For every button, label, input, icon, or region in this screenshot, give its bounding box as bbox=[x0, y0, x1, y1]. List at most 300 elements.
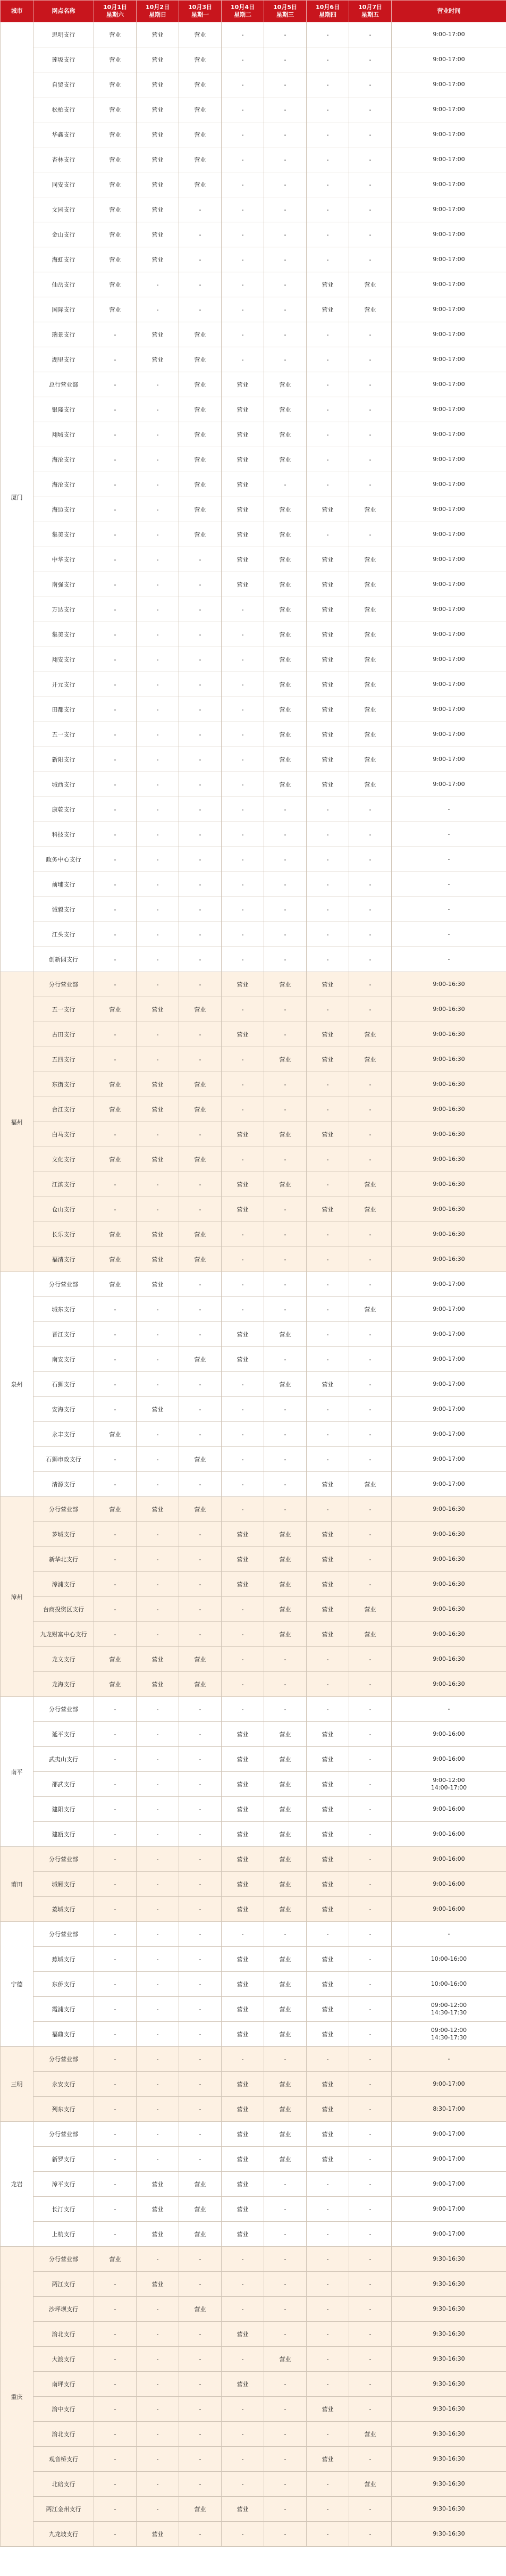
table-row bbox=[1, 47, 506, 72]
oct-2-status: - bbox=[137, 1197, 179, 1222]
business-hours: 9:00-17:00 bbox=[392, 2072, 506, 2097]
oct-7-status: - bbox=[349, 972, 392, 997]
header-oct-4: 10月4日 星期二 bbox=[222, 1, 264, 22]
oct-3-status: 营业 bbox=[179, 372, 222, 397]
oct-4-status: - bbox=[222, 2472, 264, 2497]
oct-6-status: 营业 bbox=[307, 1472, 349, 1497]
oct-6-status: 营业 bbox=[307, 1997, 349, 2022]
oct-5-status: 营业 bbox=[264, 747, 307, 772]
table-row bbox=[1, 747, 506, 772]
oct-1-status: - bbox=[94, 1897, 137, 1922]
oct-6-status: 营业 bbox=[307, 1947, 349, 1972]
table-row bbox=[1, 2372, 506, 2397]
oct-2-status: 营业 bbox=[137, 47, 179, 72]
oct-3-status: - bbox=[179, 2347, 222, 2372]
oct-5-status: 营业 bbox=[264, 2097, 307, 2122]
business-hours: 9:00-17:00 bbox=[392, 422, 506, 447]
oct-3-status: - bbox=[179, 2122, 222, 2147]
oct-1-status: - bbox=[94, 947, 137, 972]
oct-6-status: - bbox=[307, 2222, 349, 2247]
oct-5-status: - bbox=[264, 2197, 307, 2222]
oct-5-status: - bbox=[264, 1197, 307, 1222]
oct-5-status: - bbox=[264, 347, 307, 372]
oct-4-status: 营业 bbox=[222, 2122, 264, 2147]
oct-6-status: - bbox=[307, 1397, 349, 1422]
branch-name: 文园支行 bbox=[33, 197, 94, 222]
oct-2-status: 营业 bbox=[137, 197, 179, 222]
oct-4-status: 营业 bbox=[222, 1897, 264, 1922]
oct-4-status: 营业 bbox=[222, 522, 264, 547]
oct-7-status: - bbox=[349, 1347, 392, 1372]
oct-4-status: - bbox=[222, 2047, 264, 2072]
oct-2-status: - bbox=[137, 1422, 179, 1447]
table-row bbox=[1, 1222, 506, 1247]
table-row bbox=[1, 22, 506, 47]
oct-5-status: 营业 bbox=[264, 672, 307, 697]
table-row bbox=[1, 2322, 506, 2347]
table-row bbox=[1, 1522, 506, 1547]
table-row bbox=[1, 322, 506, 347]
oct-6-status: 营业 bbox=[307, 597, 349, 622]
oct-4-status: - bbox=[222, 1372, 264, 1397]
oct-4-status: 营业 bbox=[222, 1347, 264, 1372]
business-hours: 09:00-12:00 14:30-17:30 bbox=[392, 1997, 506, 2022]
branch-name: 海沧支行 bbox=[33, 447, 94, 472]
business-hours: 9:30-16:30 bbox=[392, 2247, 506, 2272]
business-hours: 9:00-16:30 bbox=[392, 1572, 506, 1597]
oct-4-status: 营业 bbox=[222, 1122, 264, 1147]
oct-1-status: - bbox=[94, 1572, 137, 1597]
oct-3-status: - bbox=[179, 1822, 222, 1847]
oct-7-status: 营业 bbox=[349, 1597, 392, 1622]
branch-name: 银隆支行 bbox=[33, 397, 94, 422]
table-row bbox=[1, 797, 506, 822]
branch-name: 安海支行 bbox=[33, 1397, 94, 1422]
oct-4-status: - bbox=[222, 1447, 264, 1472]
oct-5-status: - bbox=[264, 2397, 307, 2422]
business-hours: 9:30-16:30 bbox=[392, 2522, 506, 2547]
oct-4-status: 营业 bbox=[222, 1722, 264, 1747]
oct-7-status: 营业 bbox=[349, 1622, 392, 1647]
oct-1-status: - bbox=[94, 722, 137, 747]
oct-6-status: - bbox=[307, 1422, 349, 1447]
oct-5-status: - bbox=[264, 1397, 307, 1422]
oct-1-status: - bbox=[94, 422, 137, 447]
oct-5-status: 营业 bbox=[264, 1747, 307, 1772]
oct-2-status: - bbox=[137, 1372, 179, 1397]
branch-name: 上杭支行 bbox=[33, 2222, 94, 2247]
oct-3-status: 营业 bbox=[179, 472, 222, 497]
oct-2-status: - bbox=[137, 847, 179, 872]
oct-1-status: - bbox=[94, 747, 137, 772]
oct-4-status: 营业 bbox=[222, 2497, 264, 2522]
branch-name: 龙海支行 bbox=[33, 1672, 94, 1697]
oct-6-status: - bbox=[307, 1322, 349, 1347]
oct-4-status: - bbox=[222, 872, 264, 897]
branch-name: 金山支行 bbox=[33, 222, 94, 247]
table-row bbox=[1, 147, 506, 172]
table-row bbox=[1, 272, 506, 297]
oct-5-status: 营业 bbox=[264, 1372, 307, 1397]
oct-1-status: - bbox=[94, 2172, 137, 2197]
oct-3-status: 营业 bbox=[179, 1497, 222, 1522]
oct-7-status: 营业 bbox=[349, 722, 392, 747]
oct-2-status: 营业 bbox=[137, 1647, 179, 1672]
branch-name: 福清支行 bbox=[33, 1247, 94, 1272]
branch-name: 分行营业部 bbox=[33, 1272, 94, 1297]
oct-7-status: 营业 bbox=[349, 1047, 392, 1072]
oct-1-status: - bbox=[94, 1597, 137, 1622]
oct-4-status: - bbox=[222, 997, 264, 1022]
oct-1-status: - bbox=[94, 597, 137, 622]
table-row bbox=[1, 847, 506, 872]
oct-3-status: - bbox=[179, 2397, 222, 2422]
oct-6-status: - bbox=[307, 1922, 349, 1947]
branch-name: 南坪支行 bbox=[33, 2372, 94, 2397]
oct-7-status: - bbox=[349, 372, 392, 397]
oct-3-status: - bbox=[179, 247, 222, 272]
table-row bbox=[1, 1622, 506, 1647]
oct-6-status: - bbox=[307, 872, 349, 897]
branch-name: 邵武支行 bbox=[33, 1772, 94, 1797]
business-hours: 9:00-17:00 bbox=[392, 447, 506, 472]
oct-1-status: - bbox=[94, 2472, 137, 2497]
oct-7-status: - bbox=[349, 522, 392, 547]
oct-7-status: - bbox=[349, 1072, 392, 1097]
branch-name: 长汀支行 bbox=[33, 2197, 94, 2222]
oct-6-status: - bbox=[307, 2272, 349, 2297]
oct-5-status: - bbox=[264, 997, 307, 1022]
business-hours: 9:00-17:00 bbox=[392, 2147, 506, 2172]
oct-3-status: 营业 bbox=[179, 1672, 222, 1697]
branch-name: 新华北支行 bbox=[33, 1547, 94, 1572]
oct-7-status: - bbox=[349, 1272, 392, 1297]
oct-4-status: - bbox=[222, 1672, 264, 1697]
business-hours: 9:00-17:00 bbox=[392, 22, 506, 47]
oct-5-status: 营业 bbox=[264, 397, 307, 422]
table-row bbox=[1, 972, 506, 997]
table-row bbox=[1, 897, 506, 922]
oct-3-status: 营业 bbox=[179, 2222, 222, 2247]
table-row bbox=[1, 1247, 506, 1272]
oct-3-status: 营业 bbox=[179, 1072, 222, 1097]
table-row bbox=[1, 1397, 506, 1422]
oct-5-status: 营业 bbox=[264, 2122, 307, 2147]
oct-3-status: 营业 bbox=[179, 1647, 222, 1672]
oct-7-status: 营业 bbox=[349, 1022, 392, 1047]
branch-name: 永丰支行 bbox=[33, 1422, 94, 1447]
branch-name: 长乐支行 bbox=[33, 1222, 94, 1247]
oct-7-status: - bbox=[349, 1947, 392, 1972]
oct-7-status: - bbox=[349, 22, 392, 47]
oct-7-status: - bbox=[349, 2372, 392, 2397]
oct-1-status: 营业 bbox=[94, 1147, 137, 1172]
oct-6-status: - bbox=[307, 947, 349, 972]
oct-3-status: - bbox=[179, 572, 222, 597]
oct-5-status: 营业 bbox=[264, 722, 307, 747]
oct-3-status: - bbox=[179, 1697, 222, 1722]
table-row bbox=[1, 1922, 506, 1947]
oct-6-status: - bbox=[307, 397, 349, 422]
oct-3-status: - bbox=[179, 972, 222, 997]
oct-2-status: - bbox=[137, 1572, 179, 1597]
oct-6-status: - bbox=[307, 2372, 349, 2397]
oct-3-status: - bbox=[179, 1847, 222, 1872]
business-hours: 9:00-17:00 bbox=[392, 1297, 506, 1322]
oct-2-status: - bbox=[137, 922, 179, 947]
oct-2-status: - bbox=[137, 472, 179, 497]
oct-6-status: - bbox=[307, 347, 349, 372]
oct-1-status: - bbox=[94, 372, 137, 397]
oct-7-status: - bbox=[349, 2322, 392, 2347]
oct-5-status: 营业 bbox=[264, 1322, 307, 1347]
table-row bbox=[1, 2472, 506, 2497]
oct-1-status: - bbox=[94, 1472, 137, 1497]
oct-2-status: - bbox=[137, 722, 179, 747]
oct-3-status: 营业 bbox=[179, 147, 222, 172]
table-row bbox=[1, 1597, 506, 1622]
oct-4-status: - bbox=[222, 1472, 264, 1497]
table-row bbox=[1, 1847, 506, 1872]
oct-2-status: - bbox=[137, 2147, 179, 2172]
oct-5-status: - bbox=[264, 2272, 307, 2297]
business-hours: 9:00-17:00 bbox=[392, 1422, 506, 1447]
oct-2-status: - bbox=[137, 272, 179, 297]
oct-2-status: - bbox=[137, 1972, 179, 1997]
business-hours: - bbox=[392, 922, 506, 947]
business-hours: 9:00-16:30 bbox=[392, 1222, 506, 1247]
oct-3-status: - bbox=[179, 1422, 222, 1447]
oct-4-status: 营业 bbox=[222, 1522, 264, 1547]
business-hours: 9:00-17:00 bbox=[392, 472, 506, 497]
business-hours: - bbox=[392, 847, 506, 872]
oct-4-status: 营业 bbox=[222, 1947, 264, 1972]
oct-3-status: - bbox=[179, 847, 222, 872]
business-hours: 9:00-16:30 bbox=[392, 1597, 506, 1622]
oct-2-status: - bbox=[137, 747, 179, 772]
oct-5-status: - bbox=[264, 22, 307, 47]
oct-7-status: 营业 bbox=[349, 1172, 392, 1197]
oct-2-status: 营业 bbox=[137, 22, 179, 47]
oct-4-status: - bbox=[222, 1597, 264, 1622]
oct-6-status: 营业 bbox=[307, 1722, 349, 1747]
oct-5-status: - bbox=[264, 2497, 307, 2522]
oct-4-status: - bbox=[222, 922, 264, 947]
oct-4-status: 营业 bbox=[222, 1772, 264, 1797]
business-hours: 9:00-17:00 bbox=[392, 622, 506, 647]
header-branch: 网点名称 bbox=[33, 1, 94, 22]
table-row bbox=[1, 2147, 506, 2172]
oct-3-status: 营业 bbox=[179, 2172, 222, 2197]
oct-1-status: 营业 bbox=[94, 1222, 137, 1247]
oct-5-status: - bbox=[264, 2372, 307, 2397]
branch-name: 沙坪坝支行 bbox=[33, 2297, 94, 2322]
oct-7-status: - bbox=[349, 247, 392, 272]
oct-2-status: - bbox=[137, 697, 179, 722]
oct-1-status: - bbox=[94, 522, 137, 547]
oct-3-status: 营业 bbox=[179, 422, 222, 447]
oct-3-status: - bbox=[179, 2072, 222, 2097]
oct-1-status: - bbox=[94, 1747, 137, 1772]
oct-4-status: 营业 bbox=[222, 1572, 264, 1597]
oct-2-status: - bbox=[137, 2247, 179, 2272]
oct-1-status: 营业 bbox=[94, 272, 137, 297]
oct-6-status: 营业 bbox=[307, 1847, 349, 1872]
oct-3-status: - bbox=[179, 1047, 222, 1072]
oct-3-status: - bbox=[179, 947, 222, 972]
oct-4-status: 营业 bbox=[222, 2097, 264, 2122]
table-row bbox=[1, 2397, 506, 2422]
business-hours: 9:00-17:00 bbox=[392, 1322, 506, 1347]
oct-6-status: 营业 bbox=[307, 1122, 349, 1147]
table-row bbox=[1, 2522, 506, 2547]
business-hours: 9:00-17:00 bbox=[392, 272, 506, 297]
oct-2-status: - bbox=[137, 1522, 179, 1547]
oct-3-status: - bbox=[179, 1547, 222, 1572]
oct-7-status: - bbox=[349, 1247, 392, 1272]
business-hours: 9:00-16:00 bbox=[392, 1797, 506, 1822]
oct-5-status: - bbox=[264, 2297, 307, 2322]
branch-name: 九龙坡支行 bbox=[33, 2522, 94, 2547]
table-row bbox=[1, 1172, 506, 1197]
table-row bbox=[1, 1747, 506, 1772]
oct-2-status: 营业 bbox=[137, 2172, 179, 2197]
branch-name: 开元支行 bbox=[33, 672, 94, 697]
table-row bbox=[1, 1697, 506, 1722]
oct-4-status: - bbox=[222, 2447, 264, 2472]
oct-4-status: - bbox=[222, 2397, 264, 2422]
oct-7-status: - bbox=[349, 2172, 392, 2197]
oct-3-status: 营业 bbox=[179, 1147, 222, 1172]
business-hours: 9:00-17:00 bbox=[392, 222, 506, 247]
oct-3-status: 营业 bbox=[179, 2497, 222, 2522]
table-row bbox=[1, 1897, 506, 1922]
oct-4-status: - bbox=[222, 272, 264, 297]
table-row bbox=[1, 497, 506, 522]
oct-1-status: - bbox=[94, 2072, 137, 2097]
oct-1-status: 营业 bbox=[94, 97, 137, 122]
oct-6-status: 营业 bbox=[307, 972, 349, 997]
oct-3-status: 营业 bbox=[179, 22, 222, 47]
business-hours: 9:30-16:30 bbox=[392, 2347, 506, 2372]
header-row bbox=[1, 1, 506, 22]
oct-2-status: - bbox=[137, 1722, 179, 1747]
oct-3-status: - bbox=[179, 697, 222, 722]
oct-7-status: - bbox=[349, 1672, 392, 1697]
oct-6-status: - bbox=[307, 2297, 349, 2322]
oct-4-status: - bbox=[222, 2347, 264, 2372]
oct-3-status: - bbox=[179, 1172, 222, 1197]
oct-6-status: - bbox=[307, 172, 349, 197]
oct-6-status: - bbox=[307, 372, 349, 397]
branch-name: 九龙财富中心支行 bbox=[33, 1622, 94, 1647]
business-hours: 9:00-17:00 bbox=[392, 697, 506, 722]
oct-5-status: - bbox=[264, 2047, 307, 2072]
oct-4-status: - bbox=[222, 2272, 264, 2297]
oct-3-status: - bbox=[179, 872, 222, 897]
table-row bbox=[1, 2297, 506, 2322]
branch-name: 文化支行 bbox=[33, 1147, 94, 1172]
table-row bbox=[1, 647, 506, 672]
oct-3-status: 营业 bbox=[179, 997, 222, 1022]
table-row bbox=[1, 597, 506, 622]
oct-5-status: - bbox=[264, 1072, 307, 1097]
oct-7-status: - bbox=[349, 2522, 392, 2547]
oct-2-status: 营业 bbox=[137, 2272, 179, 2297]
oct-6-status: - bbox=[307, 822, 349, 847]
branch-name: 东街支行 bbox=[33, 1072, 94, 1097]
oct-2-status: 营业 bbox=[137, 1672, 179, 1697]
oct-2-status: - bbox=[137, 2072, 179, 2097]
business-hours: - bbox=[392, 1697, 506, 1722]
table-row bbox=[1, 997, 506, 1022]
oct-7-status: - bbox=[349, 872, 392, 897]
table-row bbox=[1, 2047, 506, 2072]
oct-4-status: 营业 bbox=[222, 572, 264, 597]
oct-3-status: - bbox=[179, 1272, 222, 1297]
oct-6-status: - bbox=[307, 1697, 349, 1722]
oct-5-status: - bbox=[264, 847, 307, 872]
oct-5-status: 营业 bbox=[264, 422, 307, 447]
oct-3-status: 营业 bbox=[179, 1447, 222, 1472]
oct-7-status: 营业 bbox=[349, 672, 392, 697]
oct-2-status: - bbox=[137, 1322, 179, 1347]
oct-5-status: - bbox=[264, 897, 307, 922]
oct-7-status: - bbox=[349, 2347, 392, 2372]
oct-5-status: - bbox=[264, 1672, 307, 1697]
oct-5-status: - bbox=[264, 197, 307, 222]
oct-7-status: - bbox=[349, 222, 392, 247]
oct-4-status: - bbox=[222, 1222, 264, 1247]
oct-6-status: 营业 bbox=[307, 1747, 349, 1772]
oct-2-status: - bbox=[137, 897, 179, 922]
branch-name: 自贸支行 bbox=[33, 72, 94, 97]
oct-6-status: - bbox=[307, 1147, 349, 1172]
oct-2-status: - bbox=[137, 372, 179, 397]
oct-6-status: 营业 bbox=[307, 1372, 349, 1397]
oct-1-status: - bbox=[94, 1922, 137, 1947]
branch-name: 永安支行 bbox=[33, 2072, 94, 2097]
table-row bbox=[1, 1347, 506, 1372]
oct-6-status: - bbox=[307, 897, 349, 922]
table-row bbox=[1, 1122, 506, 1147]
oct-7-status: - bbox=[349, 1972, 392, 1997]
oct-4-status: 营业 bbox=[222, 2072, 264, 2097]
branch-name: 蕉城支行 bbox=[33, 1947, 94, 1972]
oct-2-status: - bbox=[137, 572, 179, 597]
table-row bbox=[1, 1047, 506, 1072]
oct-7-status: - bbox=[349, 1747, 392, 1772]
branch-name: 石狮市政支行 bbox=[33, 1447, 94, 1472]
oct-7-status: - bbox=[349, 947, 392, 972]
oct-4-status: 营业 bbox=[222, 972, 264, 997]
oct-1-status: - bbox=[94, 2397, 137, 2422]
branch-name: 台商投资区支行 bbox=[33, 1597, 94, 1622]
business-hours: 9:00-17:00 bbox=[392, 1397, 506, 1422]
business-hours: 9:00-17:00 bbox=[392, 647, 506, 672]
business-hours: 9:00-12:00 14:00-17:00 bbox=[392, 1772, 506, 1797]
oct-1-status: 营业 bbox=[94, 147, 137, 172]
oct-4-status: - bbox=[222, 1397, 264, 1422]
branch-name: 晋江支行 bbox=[33, 1322, 94, 1347]
oct-7-status: - bbox=[349, 1872, 392, 1897]
oct-4-status: 营业 bbox=[222, 472, 264, 497]
oct-4-status: - bbox=[222, 97, 264, 122]
oct-4-status: - bbox=[222, 222, 264, 247]
oct-2-status: - bbox=[137, 972, 179, 997]
business-hours: 9:00-17:00 bbox=[392, 547, 506, 572]
oct-6-status: - bbox=[307, 1072, 349, 1097]
